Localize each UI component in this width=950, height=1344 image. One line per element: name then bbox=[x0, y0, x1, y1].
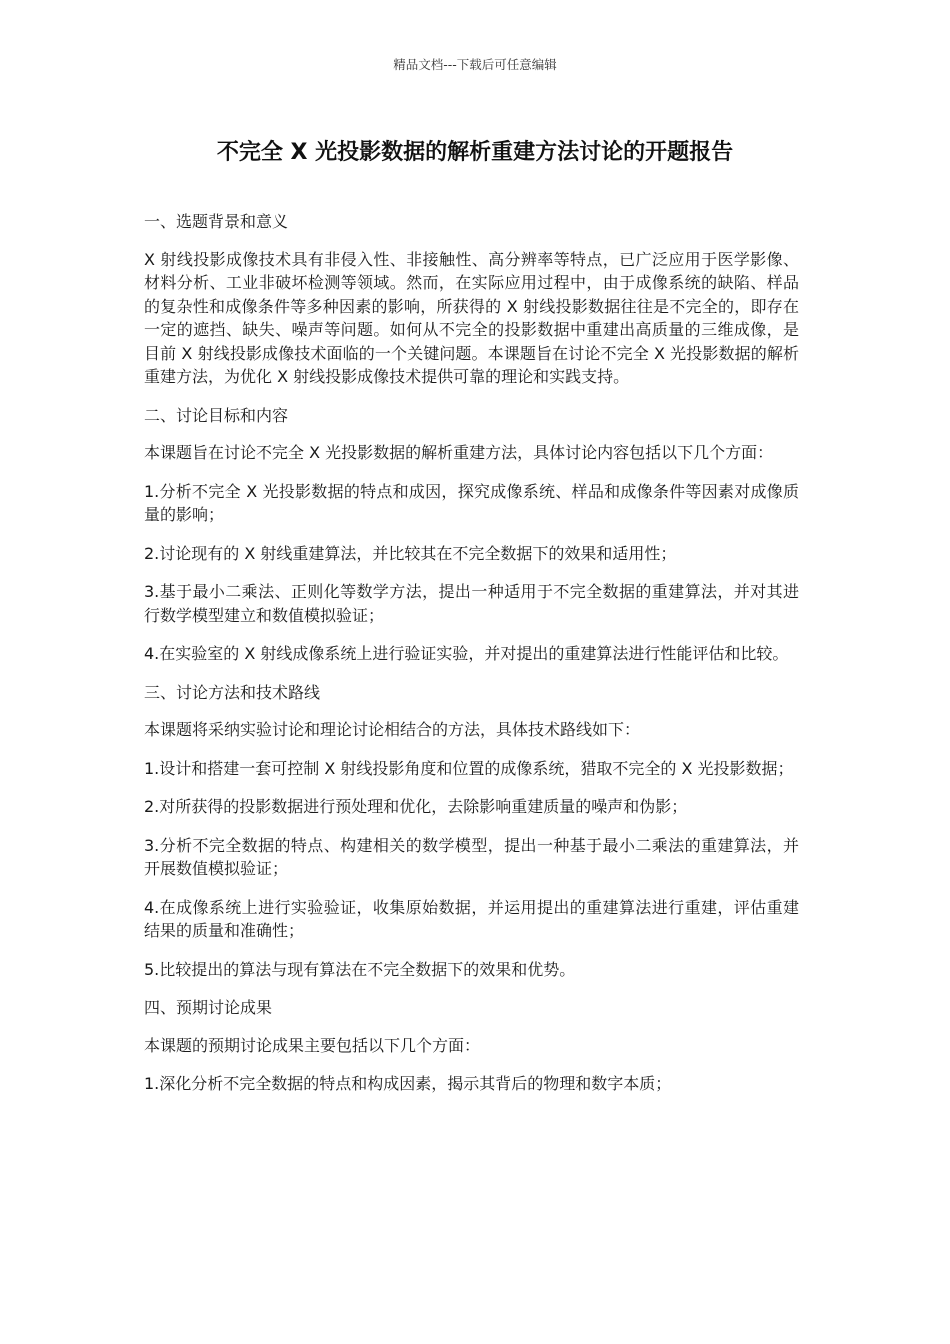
list-item-method-4: 4.在成像系统上进行实验验证，收集原始数据，并运用提出的重建算法进行重建，评估重建结果的质量和准确性； bbox=[144, 897, 799, 940]
document-title: 不完全 X 光投影数据的解析重建方法讨论的开题报告 bbox=[216, 140, 734, 165]
section-heading-methods: 三、讨论方法和技术路线 bbox=[144, 682, 321, 702]
document-body bbox=[144, 210, 799, 1111]
section-heading-background: 一、选题背景和意义 bbox=[144, 212, 289, 231]
list-item-goal-3: 3.基于最小二乘法、正则化等数学方法，提出一种适用于不完全数据的重建算法，并对其进行数学模型建立和数值模拟验证； bbox=[144, 582, 799, 625]
list-item-method-5: 5.比较提出的算法与现有算法在不完全数据下的效果和优势。 bbox=[144, 959, 576, 979]
page-header-watermark: 精品文档---下载后可任意编辑 bbox=[393, 57, 557, 72]
paragraph-methods-intro: 本课题将采纳实验讨论和理论讨论相结合的方法，具体技术路线如下： bbox=[144, 720, 641, 739]
list-item-goal-4: 4.在实验室的 X 射线成像系统上进行验证实验，并对提出的重建算法进行性能评估和比较。 bbox=[144, 644, 789, 663]
list-item-outcome-1: 1.深化分析不完全数据的特点和构成因素，揭示其背后的物理和数字本质； bbox=[144, 1074, 672, 1093]
list-item-goal-1: 1.分析不完全 X 光投影数据的特点和成因，探究成像系统、样品和成像条件等因素对成像质量的影响； bbox=[144, 481, 799, 524]
list-item-method-3: 3.分析不完全数据的特点、构建相关的数学模型，提出一种基于最小二乘法的重建算法，并开展数值模拟验证； bbox=[144, 835, 799, 878]
list-item-goal-2: 2.讨论现有的 X 射线重建算法，并比较其在不完全数据下的效果和适用性； bbox=[144, 543, 677, 563]
list-item-method-2: 2.对所获得的投影数据进行预处理和优化，去除影响重建质量的噪声和伪影； bbox=[144, 797, 688, 816]
section-heading-goals: 二、讨论目标和内容 bbox=[144, 405, 289, 425]
section-heading-outcomes: 四、预期讨论成果 bbox=[144, 998, 273, 1017]
list-item-method-1: 1.设计和搭建一套可控制 X 射线投影角度和位置的成像系统，猎取不完全的 X 光投影数据； bbox=[144, 758, 794, 778]
paragraph-background: X 射线投影成像技术具有非侵入性、非接触性、高分辨率等特点，已广泛应用于医学影像、材料分析、工业非破坏检测等领域。然而，在实际应用过程中，由于成像系统的缺陷、样品的复杂性和成像条件等多种因素的影响，所获得的 X 射线投影数据往往是不完全的，即存在一定的遮挡、缺失、噪声等问题。如何从不完全的投影数据中重建出高质量的三维成像，是目前 X 射线投影成像技术面临的一个关键问题。本课题旨在讨论不完全 X 光投影数据的解析重建方法，为优化 X 射线投影成像技术提供可靠的理论和实践支持。 bbox=[144, 249, 799, 386]
paragraph-goals-intro: 本课题旨在讨论不完全 X 光投影数据的解析重建方法，具体讨论内容包括以下几个方面： bbox=[144, 443, 774, 462]
paragraph-outcomes-intro: 本课题的预期讨论成果主要包括以下几个方面： bbox=[144, 1035, 481, 1055]
